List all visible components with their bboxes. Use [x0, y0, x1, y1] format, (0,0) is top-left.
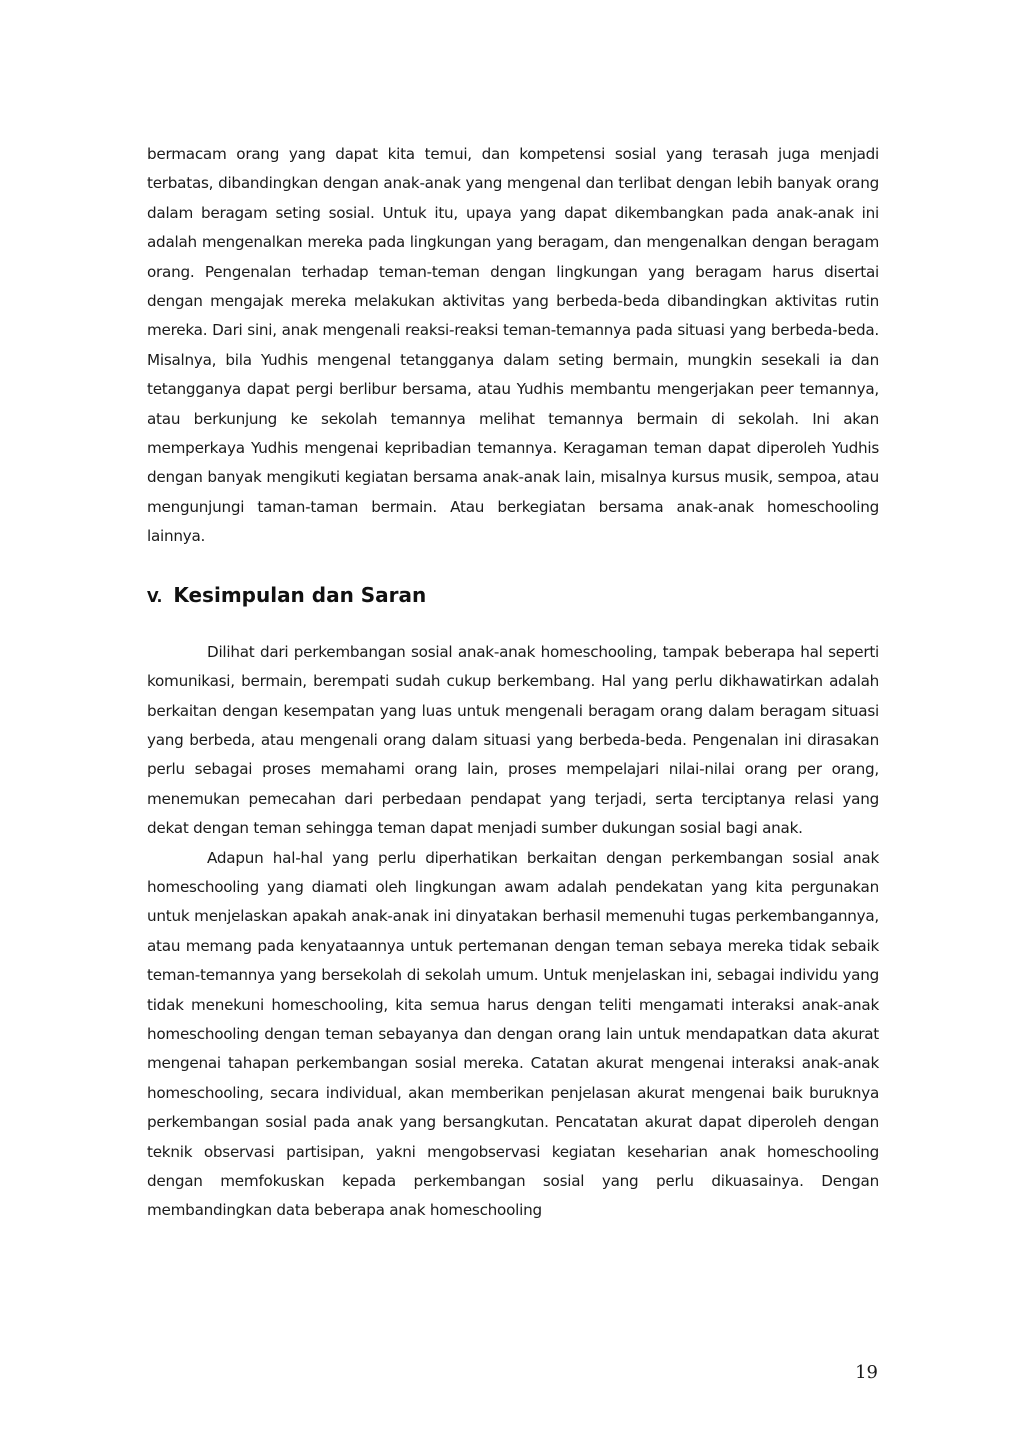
section-number: V. [147, 587, 163, 606]
section-heading [147, 582, 879, 610]
body-paragraph: Dilihat dari perkembangan sosial anak-anak homeschooling, tampak beberapa hal seperti komunikasi, bermain, berempati sudah cukup berkembang. Hal yang perlu dikhawatirkan adalah berkaitan dengan kesempatan yang luas untuk mengenali beragam orang dalam beragam situasi yang berbeda, atau mengenali orang dalam situasi yang berbeda-beda. Pengenalan ini dirasakan perlu sebagai proses memahami orang lain, proses mempelajari nilai-nilai orang per orang, menemukan pemecahan dari perbedaan pendapat yang terjadi, serta terciptanya relasi yang dekat dengan teman sehingga teman dapat menjadi sumber dukungan sosial bagi anak. [147, 642, 879, 838]
body-paragraph: Adapun hal-hal yang perlu diperhatikan berkaitan dengan perkembangan sosial anak homeschooling yang diamati oleh lingkungan awam adalah pendekatan yang kita pergunakan untuk menjelaskan apakah anak-anak ini dinyatakan berhasil memenuhi tugas perkembangannya, atau memang pada kenyataannya untuk pertemanan dengan teman sebaya mereka tidak sebaik teman-temannya yang bersekolah di sekolah umum. Untuk menjelaskan ini, sebagai individu yang tidak menekuni homeschooling, kita semua harus dengan teliti mengamati interaksi anak-anak homeschooling dengan teman sebayanya dan dengan orang lain untuk mendapatkan data akurat mengenai tahapan perkembangan sosial mereka. Catatan akurat mengenai interaksi anak-anak homeschooling, secara individual, akan memberikan penjelasan akurat mengenai baik buruknya perkembangan sosial pada anak yang bersangkutan. Pencatatan akurat dapat diperoleh dengan teknik observasi partisipan, yakni mengobservasi kegiatan keseharian anak homeschooling dengan memfokuskan kepada perkembangan sosial yang perlu dikuasainya. Dengan membandingkan data beberapa anak homeschooling [147, 848, 879, 1220]
document-page [147, 140, 879, 1226]
page-number: 19 [855, 1362, 878, 1383]
body-paragraph: bermacam orang yang dapat kita temui, dan kompetensi sosial yang terasah juga menjadi terbatas, dibandingkan dengan anak-anak yang mengenal dan terlibat dengan lebih banyak orang dalam beragam seting sosial. Untuk itu, upaya yang dapat dikembangkan pada anak-anak ini adalah mengenalkan mereka pada lingkungan yang beragam, dan mengenalkan dengan beragam orang. Pengenalan terhadap teman-teman dengan lingkungan yang beragam harus disertai dengan mengajak mereka melakukan aktivitas yang berbeda-beda dibandingkan aktivitas rutin mereka. Dari sini, anak mengenali reaksi-reaksi teman-temannya pada situasi yang berbeda-beda. Misalnya, bila Yudhis mengenal tetangganya dalam seting bermain, mungkin sesekali ia dan tetangganya dapat pergi berlibur bersama, atau Yudhis membantu mengerjakan peer temannya, atau berkunjung ke sekolah temannya melihat temannya bermain di sekolah. Ini akan memperkaya Yudhis mengenai kepribadian temannya. Keragaman teman dapat diperoleh Yudhis dengan banyak mengikuti kegiatan bersama anak-anak lain, misalnya kursus musik, sempoa, atau mengunjungi taman-taman bermain. Atau berkegiatan bersama anak-anak homeschooling lainnya. [147, 145, 879, 546]
section-title: Kesimpulan dan Saran [173, 582, 427, 607]
